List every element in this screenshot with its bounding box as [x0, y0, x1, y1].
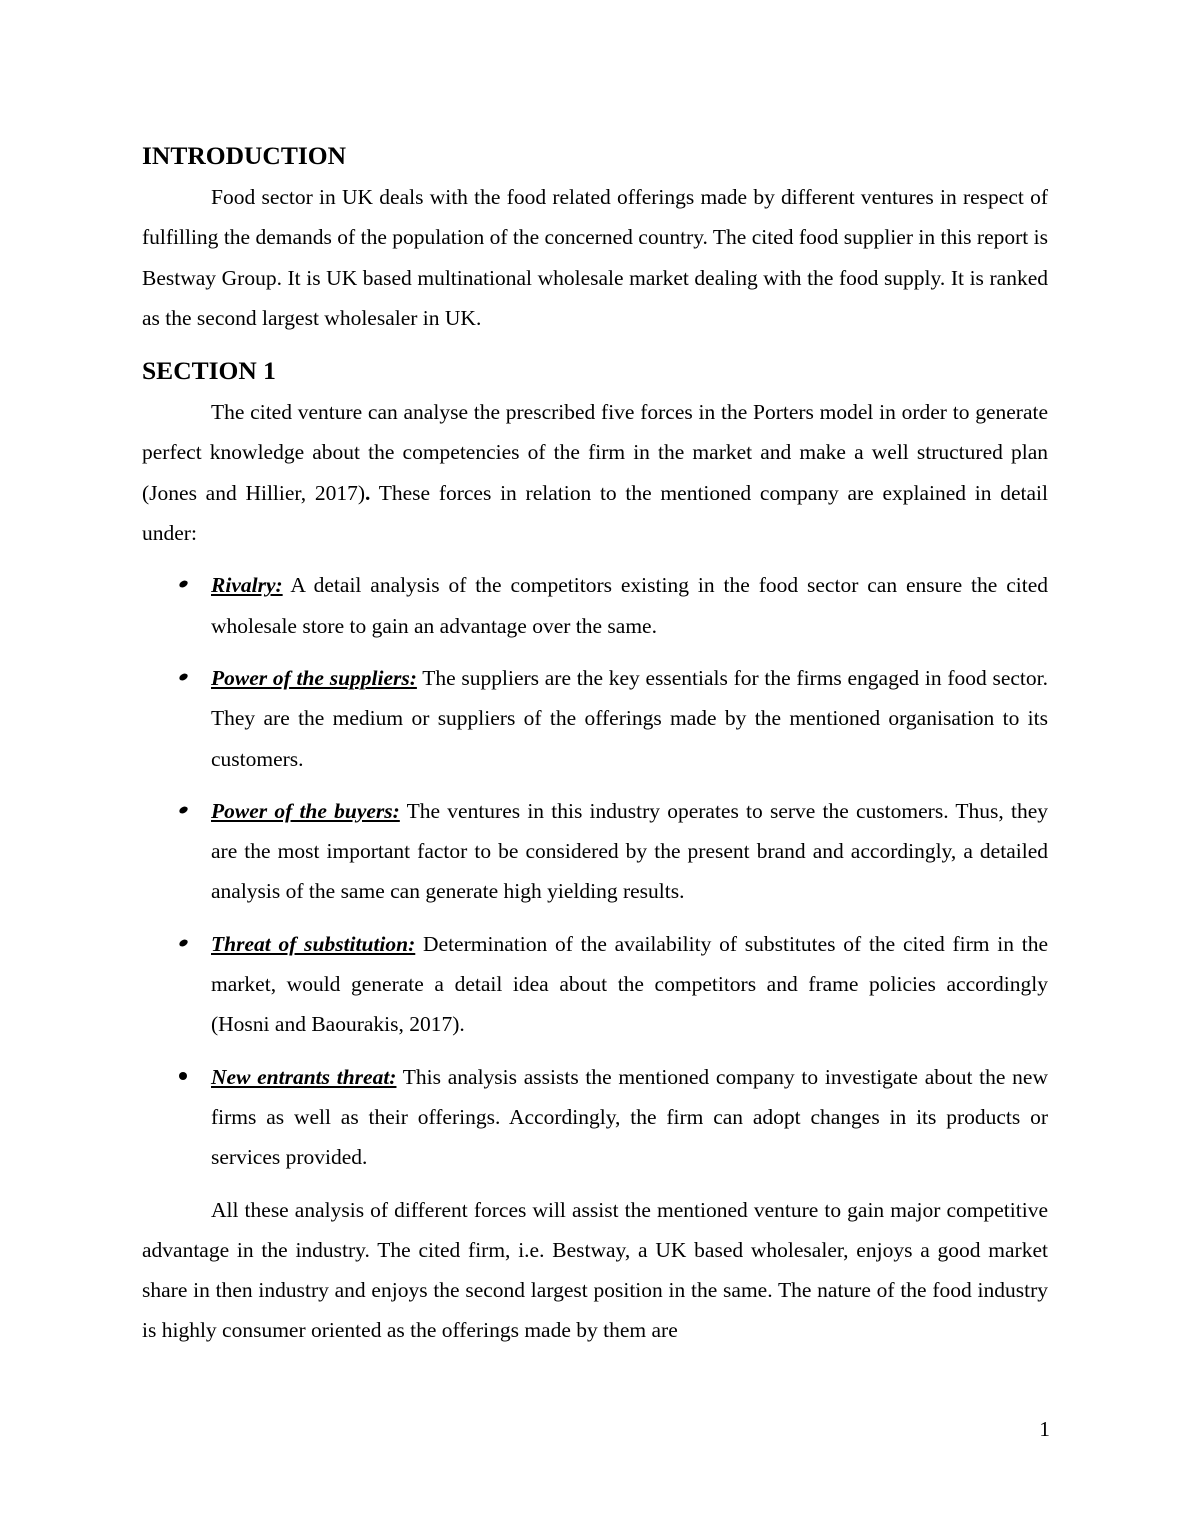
bullet-icon — [177, 1057, 191, 1097]
bullet-icon — [177, 791, 191, 831]
page-number: 1 — [1039, 1417, 1050, 1441]
introduction-heading: INTRODUCTION — [142, 141, 347, 170]
section-1-intro-text: The cited venture can analyse the prescribed five forces in the Porters model in order to generate perfect knowledge about the competencies of the firm in the market and make a well structured plan (Jones and Hillier, 2017) — [142, 400, 1048, 505]
force-term-threat-of-substitution: Threat of substitution: — [211, 931, 416, 956]
force-text-new-entrants-threat: This analysis assists the mentioned company to investigate about the new firms as well as their offerings. Accordingly, the firm can adopt changes in its products or services provided. — [211, 1064, 1048, 1170]
section-1-intro-period: . — [365, 480, 371, 505]
force-term-rivalry: Rivalry: — [211, 573, 283, 598]
force-text-threat-of-substitution: Determination of the availability of substitutes of the cited firm in the market, would generate a detail idea about the competitors and frame policies accordingly (Hosni and Baourakis, 2017). — [211, 931, 1048, 1037]
force-text-power-of-suppliers: The suppliers are the key essentials for the firms engaged in food sector. They are the medium or suppliers of the offerings made by the mentioned organisation to its customers. — [211, 665, 1048, 771]
introduction-paragraph: Food sector in UK deals with the food related offerings made by different ventures in respect of fulfilling the demands of the population of the concerned country. The cited food supplier in this report is Bestway Group. It is UK based multinational wholesale market dealing with the food supply. It is ranked as the second largest wholesaler in UK. — [142, 185, 1048, 330]
section-1-heading: SECTION 1 — [142, 356, 276, 386]
list-item-power-of-buyers — [142, 791, 1048, 912]
force-term-new-entrants-threat: New entrants threat: — [211, 1064, 397, 1089]
force-text-power-of-buyers: The ventures in this industry operates to serve the customers. Thus, they are the most important factor to be considered by the present brand and accordingly, a detailed analysis of the same can generate high yielding results. — [211, 798, 1048, 904]
section-1-closing-paragraph: All these analysis of different forces will assist the mentioned venture to gain major competitive advantage in the industry. The cited firm, i.e. Bestway, a UK based wholesaler, enjoys a good market share in then industry and enjoys the second largest position in the same. The nature of the food industry is highly consumer oriented as the offerings made by them are — [142, 1197, 1048, 1343]
force-term-power-of-buyers: Power of the buyers: — [211, 798, 400, 823]
bullet-icon — [177, 924, 191, 964]
list-item-threat-of-substitution — [142, 924, 1048, 1045]
list-item-rivalry — [142, 565, 1048, 646]
list-item-power-of-suppliers — [142, 658, 1048, 779]
section-1-intro-paragraph — [142, 392, 1048, 553]
force-term-power-of-suppliers: Power of the suppliers: — [211, 665, 417, 690]
porters-forces-list — [142, 565, 1048, 1177]
page-content — [142, 139, 1048, 1351]
force-text-rivalry: A detail analysis of the competitors existing in the food sector can ensure the cited wholesale store to gain an advantage over the same. — [211, 573, 1048, 638]
bullet-icon — [177, 565, 191, 605]
section-1-intro-tail: These forces in relation to the mentioned company are explained in detail under: — [142, 480, 1049, 546]
list-item-new-entrants-threat — [142, 1057, 1048, 1178]
bullet-icon — [177, 658, 191, 698]
